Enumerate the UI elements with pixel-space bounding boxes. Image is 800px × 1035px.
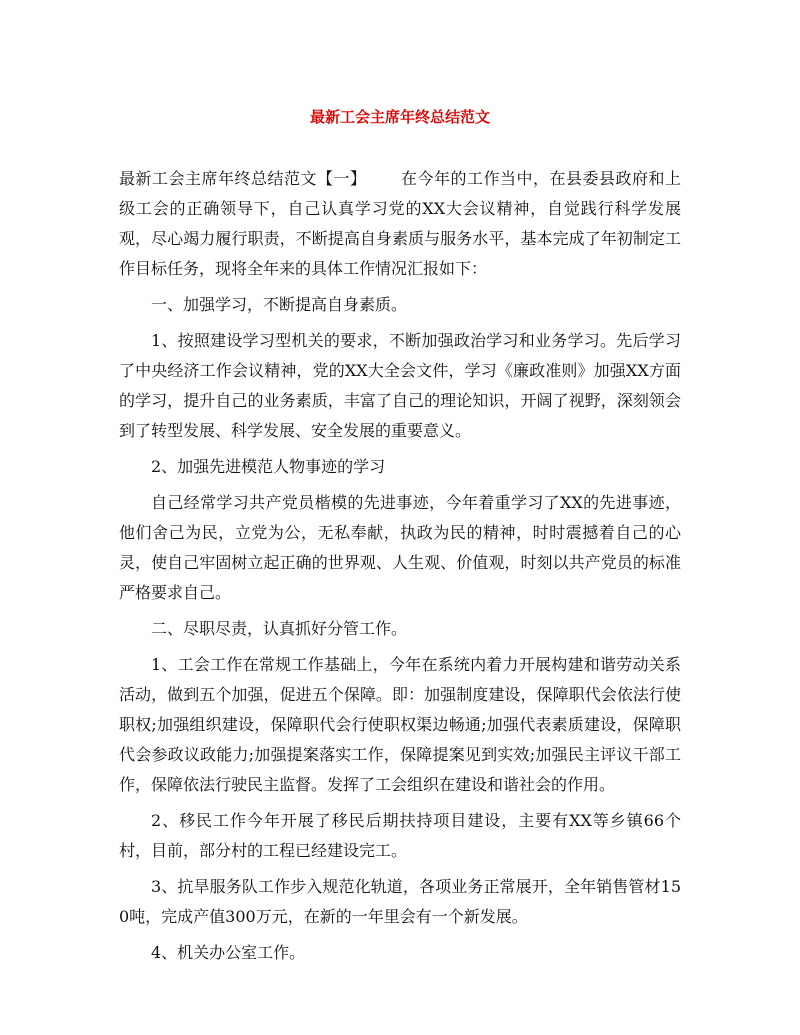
intro-paragraph <box>119 164 681 284</box>
paragraph-2-1: 1、工会工作在常规工作基础上，今年在系统内着力开展构建和谐劳动关系活动，做到五个加强，促进五个保障。即：加强制度建设，保障职代会依法行使职权;加强组织建设，保障职代会行使职权渠边畅通;加强代表素质建设，保障职代会参政议政能力;加强提案落实工作，保障提案见到实效;加强民主评议干部工作，保障依法行驶民主监督。发挥了工会组织在建设和谐社会的作用。 <box>119 655 681 794</box>
intro-text: 在今年的工作当中，在县委县政府和上级工会的正确领导下，自己认真学习党的XX大会议精神，自觉践行科学发展观，尽心竭力履行职责，不断提高自身素质与服务水平，基本完成了年初制定工作目标任务，现将全年来的具体工作情况汇报如下： <box>119 169 681 278</box>
document-title: 最新工会主席年终总结范文 <box>309 108 490 126</box>
paragraph-1-2: 自己经常学习共产党员楷模的先进事迹，今年着重学习了XX的先进事迹，他们舍己为民，立党为公，无私奉献，执政为民的精神，时时震撼着自己的心灵，使自己牢固树立起正确的世界观、人生观、价值观，时刻以共产党员的标准严格要求自己。 <box>119 493 681 602</box>
paragraph-1-2-heading: 2、加强先进模范人物事迹的学习 <box>151 457 386 476</box>
document-body <box>119 164 681 974</box>
paragraph-section-2-heading: 二、尽职尽责，认真抓好分管工作。 <box>151 619 408 638</box>
paragraph-2-4: 4、机关办公室工作。 <box>151 943 306 962</box>
paragraph-2-2: 2、移民工作今年开展了移民后期扶持项目建设，主要有XX等乡镇66个村，目前，部分村的工程已经建设完工。 <box>119 811 681 860</box>
paragraph-2-3: 3、抗旱服务队工作步入规范化轨道，各项业务正常展开，全年销售管材150吨，完成产值300万元，在新的一年里会有一个新发展。 <box>119 877 681 926</box>
intro-label: 最新工会主席年终总结范文【一】 <box>119 169 367 188</box>
paragraph-1-1: 1、按照建设学习型机关的要求，不断加强政治学习和业务学习。先后学习了中央经济工作会议精神，党的XX大全会文件，学习《廉政准则》加强XX方面的学习，提升自己的业务素质，丰富了自己的理论知识，开阔了视野，深刻领会到了转型发展、科学发展、安全发展的重要意义。 <box>119 331 681 440</box>
paragraph-section-1-heading: 一、加强学习，不断提高自身素质。 <box>151 295 408 314</box>
